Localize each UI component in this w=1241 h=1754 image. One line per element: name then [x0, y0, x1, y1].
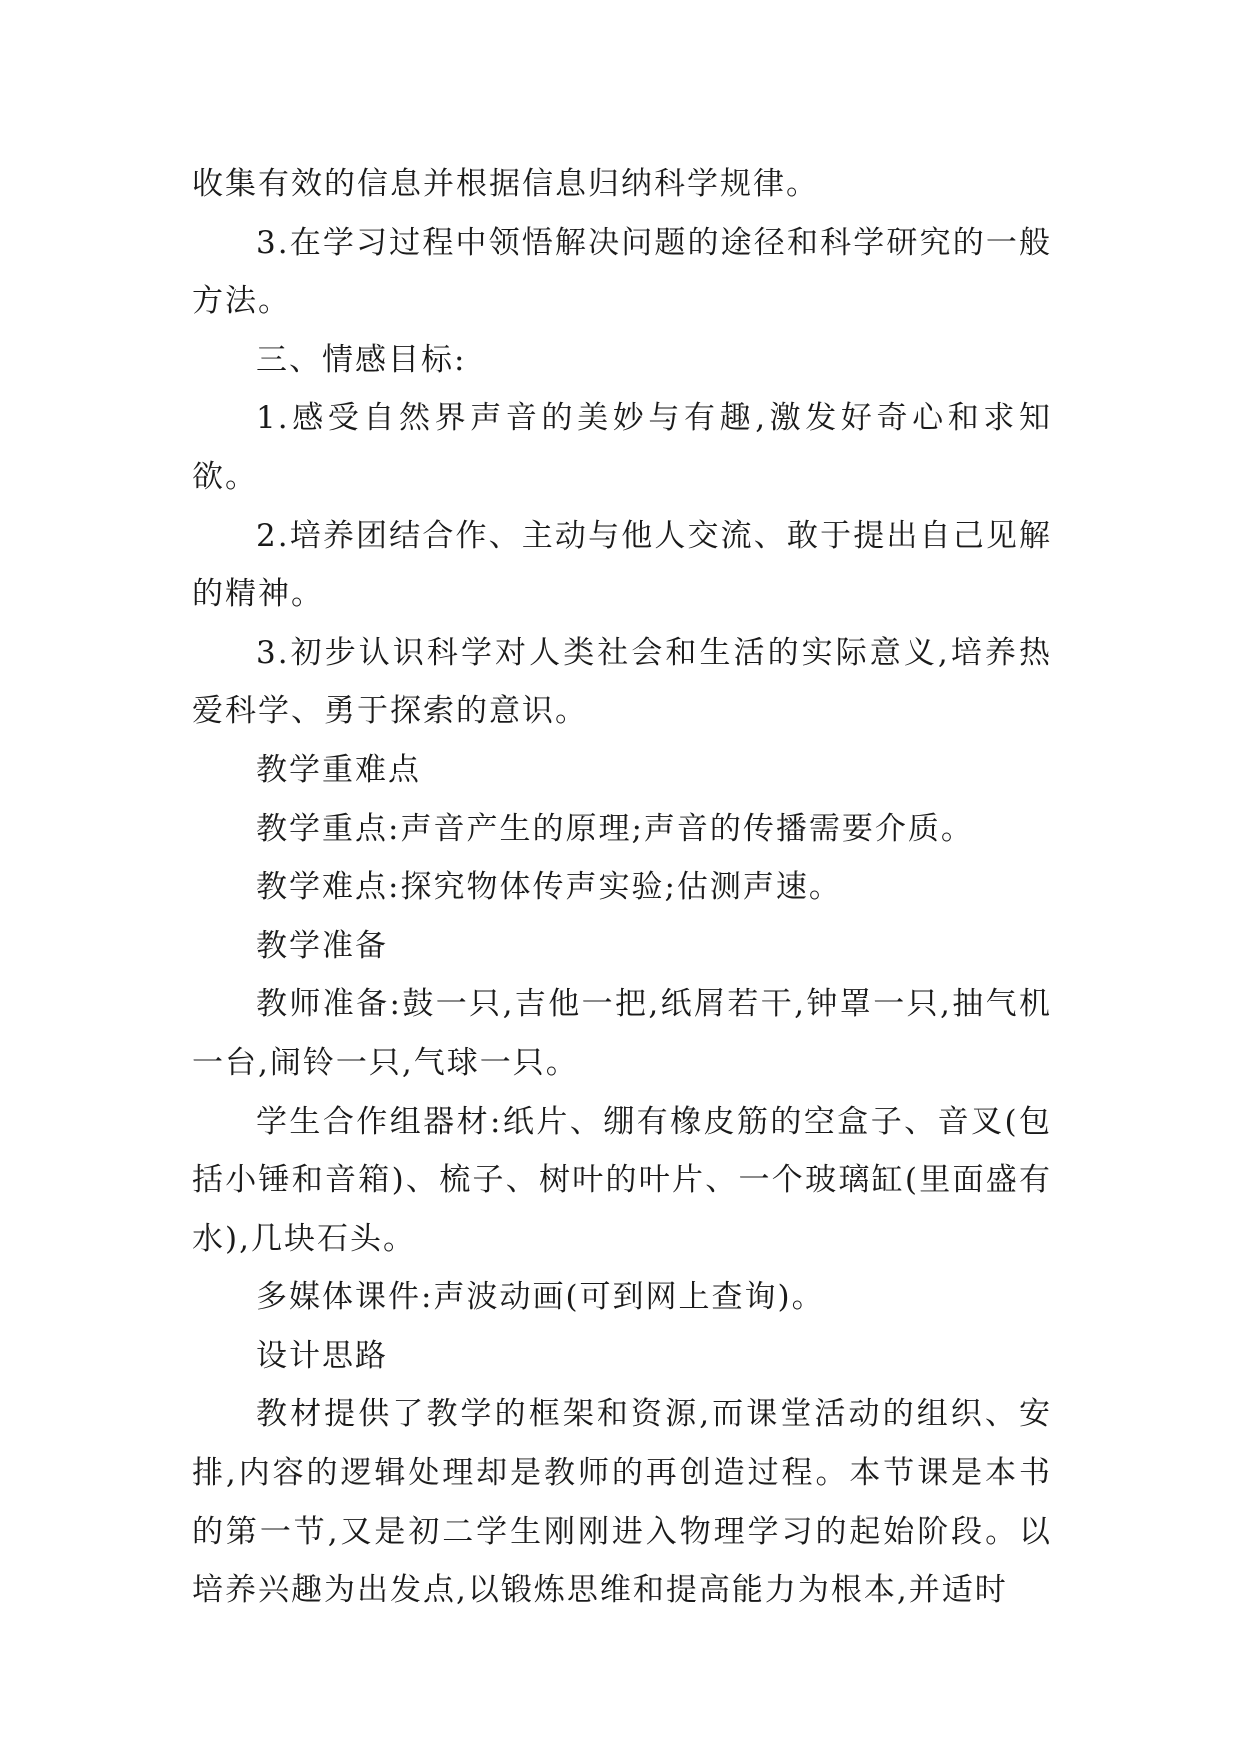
paragraph: 教学重点:声音产生的原理;声音的传播需要介质。 [256, 810, 974, 847]
paragraph: 教材提供了教学的框架和资源,而课堂活动的组织、安排,内容的逻辑处理却是教师的再创造过程。本节课是本书的第一节,又是初二学生刚刚进入物理学习的起始阶段。以培养兴趣为出发点,以锻炼思维和提高能力为根本,并适时 [192, 1396, 1052, 1609]
section-heading: 设计思路 [256, 1337, 388, 1374]
section-heading: 教学准备 [256, 927, 388, 964]
document-body [192, 155, 1052, 1620]
paragraph: 多媒体课件:声波动画(可到网上查询)。 [256, 1279, 825, 1316]
paragraph: 教师准备:鼓一只,吉他一把,纸屑若干,钟罩一只,抽气机一台,闹铃一只,气球一只。 [192, 986, 1052, 1081]
list-item: 3.初步认识科学对人类社会和生活的实际意义,培养热爱科学、勇于探索的意识。 [192, 634, 1052, 730]
list-item: 1.感受自然界声音的美妙与有趣,激发好奇心和求知欲。 [192, 400, 1052, 495]
list-item: 2.培养团结合作、主动与他人交流、敢于提出自己见解的精神。 [192, 517, 1052, 613]
paragraph: 教学难点:探究物体传声实验;估测声速。 [256, 869, 842, 906]
section-heading: 教学重难点 [256, 751, 421, 788]
paragraph: 收集有效的信息并根据信息归纳科学规律。 [192, 166, 819, 202]
paragraph: 3.在学习过程中领悟解决问题的途径和科学研究的一般方法。 [192, 224, 1052, 320]
paragraph: 学生合作组器材:纸片、绷有橡皮筋的空盒子、音叉(包括小锤和音箱)、梳子、树叶的叶片、一个玻璃缸(里面盛有水),几块石头。 [192, 1103, 1052, 1257]
section-heading: 三、情感目标: [256, 341, 467, 378]
